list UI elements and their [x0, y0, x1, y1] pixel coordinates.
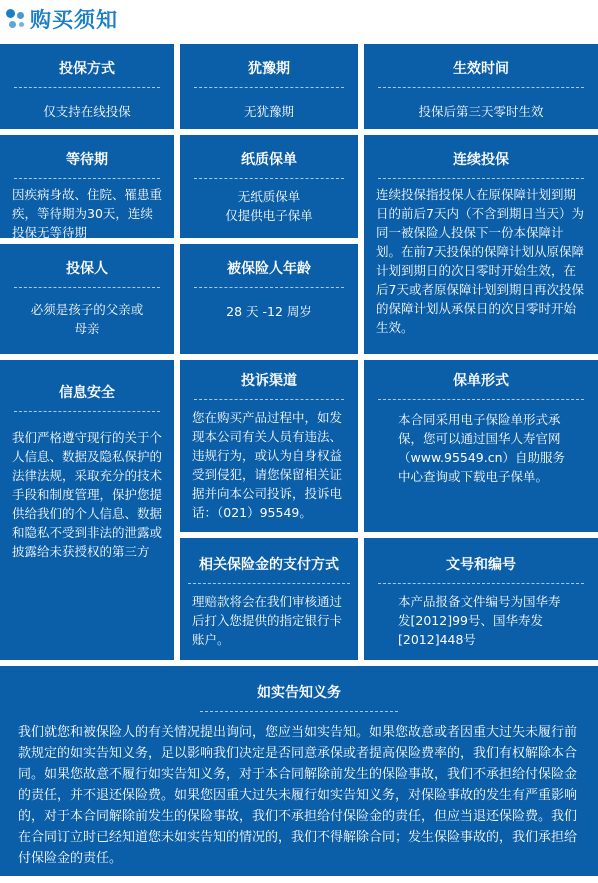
card-payment: [180, 538, 358, 660]
card-title: 保单形式: [378, 360, 584, 400]
card-body: 必须是孩子的父亲或 母亲: [30, 302, 144, 336]
card-title: 投诉渠道: [194, 360, 344, 400]
card-continuous: [364, 135, 598, 354]
card-effective-time: [364, 44, 598, 129]
card-title: 生效时间: [378, 44, 584, 88]
card-doc-number: [364, 538, 598, 660]
card-body: 本产品报备文件编号为国华寿发[2012]99号、国华寿发[2012]448号: [398, 594, 561, 647]
section-title: 购买须知: [30, 8, 118, 32]
card-insured-age: [180, 244, 358, 354]
card-title: 投保方式: [14, 44, 160, 88]
card-info-security: [0, 360, 174, 660]
section-header: [0, 0, 598, 40]
card-body: 本合同采用电子保险单形式承保，您可以通过国华人寿官网（www.95549.cn）自助服务中心查询或下载电子保单。: [398, 412, 566, 484]
card-title: 连续投保: [378, 135, 584, 179]
card-title: 犹豫期: [194, 44, 344, 88]
card-policy-form: [364, 360, 598, 532]
card-body: 因疾病身故、住院、罹患重疾，等待期为30天，连续投保无等待期: [12, 187, 163, 240]
card-body: 无犹豫期: [243, 104, 294, 119]
card-body: 无纸质保单 仅提供电子保单: [225, 189, 313, 223]
card-cooling-period: [180, 44, 358, 129]
card-title: 信息安全: [14, 360, 160, 412]
card-disclosure: [0, 666, 598, 876]
card-waiting-period: [0, 135, 174, 238]
card-body: 仅支持在线投保: [43, 104, 131, 119]
card-title: 投保人: [14, 244, 160, 288]
card-complaint: [180, 360, 358, 532]
card-body: 连续投保指投保人在原保障计划到期日的前后7天内（不含到期日当天）为同一被保险人投保下一份本保障计划。在前7天投保的保障计划从原保障计划到期日的次日零时开始生效，在后7天或者原保障计划到期日再次投保的保障计划从承保日的次日零时开始生效。: [376, 187, 584, 335]
card-body: 我们就您和被保险人的有关情况提出询问，您应当如实告知。如果您故意或者因重大过失未履行前款规定的如实告知义务，足以影响我们决定是否同意承保或者提高保险费率的，我们有权解除本合同。如果您故意不履行如实告知义务，对于本合同解除前发生的保险事故，我们不承担给付保险金的责任，并不退还保险费。如果您因重大过失未履行如实告知义务，对保险事故的发生有严重影响的，对于本合同解除前发生的保险事故，我们不承担给付保险金的责任，但应当退还保险费。我们在合同订立时已经知道您未如实告知的情况的，我们不得解除合同；发生保险事故的，我们承担给付保险金的责任。: [18, 725, 578, 866]
card-body: 28 天 -12 周岁: [226, 304, 312, 319]
card-title: 相关保险金的支付方式: [188, 538, 350, 584]
card-title: 等待期: [14, 135, 160, 179]
decorative-dots-icon: [6, 9, 28, 31]
card-body: 投保后第三天零时生效: [418, 104, 544, 119]
card-title: 文号和编号: [378, 538, 584, 584]
card-body: 理赔款将会在我们审核通过后打入您提供的指定银行卡账户。: [192, 594, 343, 647]
card-insure-method: [0, 44, 174, 129]
card-body: 您在购买产品过程中，如发现本公司有关人员有违法、违规行为，或认为自身权益受到侵犯，请您保留相关证据并向本公司投诉，投诉电话：（021）95549。: [192, 410, 343, 520]
card-title: 被保险人年龄: [194, 244, 344, 288]
card-title: 纸质保单: [194, 135, 344, 179]
card-body: 我们严格遵守现行的关于个人信息、数据及隐私保护的法律法规，采取充分的技术手段和制度管理，保护您提供给我们的个人信息、数据和隐私不受到非法的泄露或披露给未获授权的第三方: [12, 430, 163, 559]
card-policyholder: [0, 244, 174, 354]
card-paper-policy: [180, 135, 358, 238]
card-title: 如实告知义务: [200, 666, 398, 712]
